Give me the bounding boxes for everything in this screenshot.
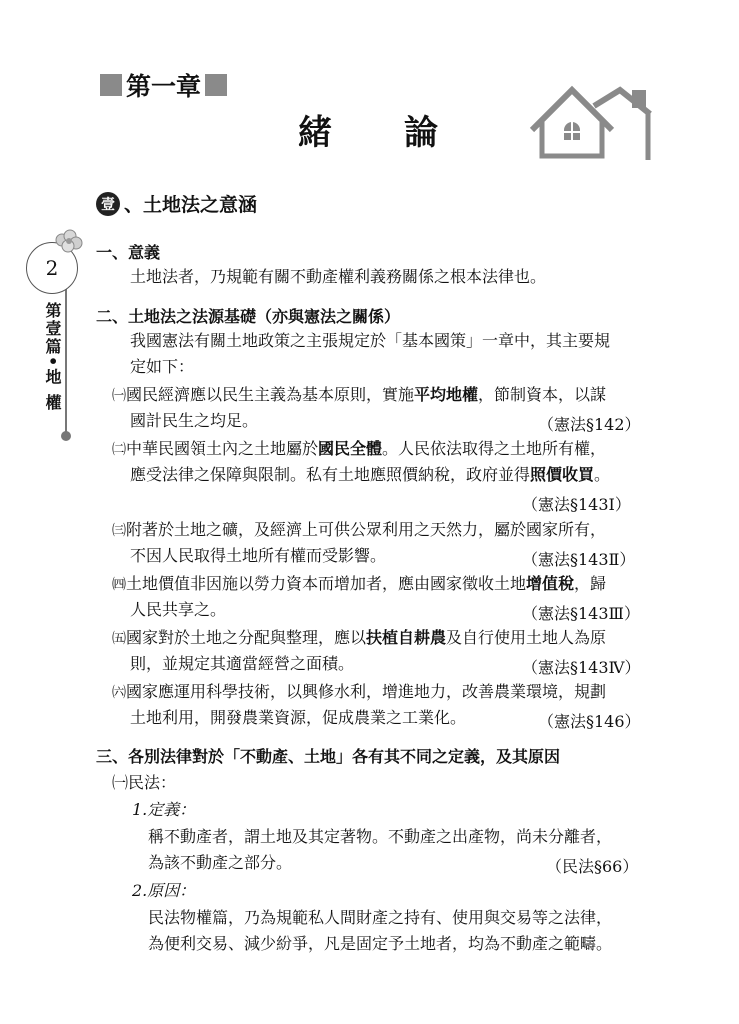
- side-dot: [61, 431, 71, 441]
- part2-intro-line: 定如下：: [130, 357, 195, 376]
- law-reference: （憲法§142）: [538, 415, 641, 434]
- list-item: ㈥國家應運用科學技術，以興修水利，增進地力，改善農業環境，規劃: [112, 682, 607, 701]
- list-item: ㈣土地價值非因施以勞力資本而增加者，應由國家徵收土地增值稅，歸: [112, 574, 607, 593]
- list-item: ㈡中華民國領土內之土地屬於國民全體。人民依法取得之土地所有權，: [112, 439, 607, 458]
- part3-heading: 三、各別法律對於「不動產、土地」各有其不同之定義，及其原因: [96, 747, 561, 766]
- list-item-line2: 人民共享之。: [130, 600, 227, 619]
- list-item: ㈤國家對於土地之分配與整理，應以扶植自耕農及自行使用土地人為原: [112, 628, 607, 647]
- part2-intro-line: 我國憲法有關土地政策之主張規定於「基本國策」一章中，其主要規: [130, 331, 611, 350]
- part1-text: 土地法者，乃規範有關不動產權利義務關係之根本法律也。: [130, 267, 547, 286]
- law-reference: （憲法§143Ⅰ）: [522, 495, 631, 514]
- list-item-line2: 國計民生之均足。: [130, 411, 259, 430]
- part2-heading: 二、土地法之法源基礎（亦與憲法之關係）: [96, 307, 401, 326]
- flower-icon: [50, 228, 86, 258]
- law-reference: （憲法§143Ⅳ）: [522, 658, 641, 677]
- law-reference: （民法§66）: [546, 857, 639, 876]
- square-bullet-icon: [100, 74, 122, 96]
- reason-line: 民法物權篇，乃為規範私人間財產之持有、使用與交易等之法律，: [148, 908, 613, 927]
- list-item-line2: 不因人民取得土地所有權而受影響。: [130, 546, 387, 565]
- definition-line: 稱不動產者，謂土地及其定著物。不動產之出產物，尚未分離者，: [148, 827, 613, 846]
- side-divider: [65, 285, 67, 435]
- list-item-line2: 土地利用，開發農業資源，促成農業之工業化。: [130, 708, 467, 727]
- list-item-line2: 則，並規定其適當經營之面積。: [130, 654, 355, 673]
- part1-heading: 一、意義: [96, 243, 161, 262]
- chapter-label: 第一章: [126, 72, 202, 101]
- chapter-header: [100, 68, 227, 102]
- part3-sub: ㈠民法：: [112, 773, 177, 792]
- section-badge: 壹: [96, 192, 120, 216]
- square-bullet-icon: [205, 74, 227, 96]
- definition-label: 1.定義：: [132, 800, 196, 819]
- list-item: ㈢附著於土地之礦，及經濟上可供公眾利用之天然力，屬於國家所有，: [112, 520, 607, 539]
- page-number: 2: [26, 242, 78, 294]
- house-icon: [528, 84, 656, 164]
- section-heading: [96, 190, 257, 217]
- law-reference: （憲法§146）: [538, 712, 641, 731]
- law-reference: （憲法§143Ⅲ）: [522, 604, 640, 623]
- chapter-title: 緒論: [298, 113, 510, 153]
- list-item: ㈠國民經濟應以民生主義為基本原則，實施平均地權，節制資本，以謀: [112, 385, 607, 404]
- reason-label: 2.原因：: [132, 881, 196, 900]
- reason-line: 為便利交易、減少紛爭，凡是固定予土地者，均為不動產之範疇。: [148, 934, 613, 953]
- side-label: 第壹篇•地 權: [43, 302, 62, 412]
- section-title: 、土地法之意涵: [124, 194, 258, 216]
- list-item-line2: 應受法律之保障與限制。私有土地應照價納稅，政府並得照價收買。: [130, 465, 611, 484]
- definition-line: 為該不動產之部分。: [148, 853, 293, 872]
- law-reference: （憲法§143Ⅱ）: [522, 550, 636, 569]
